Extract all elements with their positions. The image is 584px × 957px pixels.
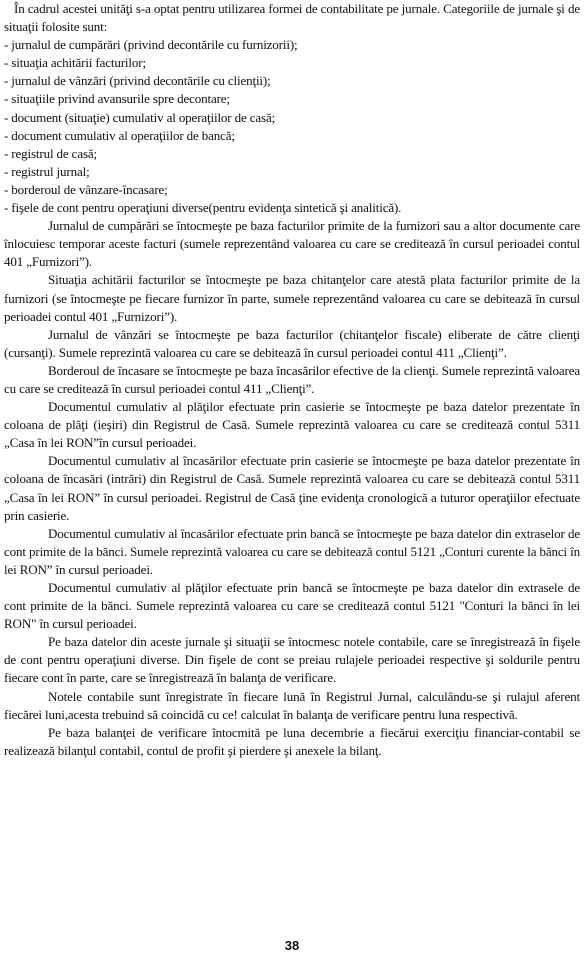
list-item: - registrul jurnal;: [4, 163, 90, 179]
page-body: [4, 0, 580, 760]
paragraph-journal-register: Notele contabile sunt înregistrate în fiecare lună în Registrul Jurnal, calculându-se şi rulajul aferent fiecărei luni,acesta trebuind să coincidă cu ce! calculat în balanţa de verificare pentru luna respectivă.: [4, 688, 580, 722]
paragraph-sales-journal: Jurnalul de vânzări se întocmeşte pe baza facturilor (chitanţelor fiscale) eliberate de către clienţi (cursanţi). Sumele reprezintă valoarea cu care se debitează în cursul perioadei contul 411 „Clienţi”.: [4, 326, 580, 360]
list-item: - jurnalul de cumpărări (privind decontările cu furnizorii);: [4, 37, 298, 53]
paragraph-balance-sheet: Pe baza balanţei de verificare întocmită pe luna decembrie a fiecărui exerciţiu financiar-contabil se realizează bilanţul contabil, contul de profit şi pierdere şi anexele la bilanţ.: [4, 724, 580, 758]
list-item: - document (situaţie) cumulativ al operaţiilor de casă;: [4, 109, 276, 125]
paragraph-purchase-journal: Jurnalul de cumpărări se întocmeşte pe baza facturilor primite de la furnizori sau a altor documente care înlocuiesc temporar aceste facturi (sumele reprezentând valoarea cu care se creditează în cursul perioadei contul 401 „Furnizori”).: [4, 218, 580, 270]
intro-paragraph: În cadrul acestei unităţi s-a optat pentru utilizarea formei de contabilitate pe jurnale. Categoriile de jurnale şi de situaţii folosite sunt:: [4, 1, 580, 35]
list-item: - situaţia achitării facturilor;: [4, 55, 146, 71]
list-item: - registrul de casă;: [4, 145, 97, 161]
paragraph-bank-payments: Documentul cumulativ al plăţilor efectuate prin bancă se întocmeşte pe baza datelor din extrasele de cont primite de la bănci. Sumele reprezintă valoarea cu care se creditează contul 5121 "Conturi la bănci în lei RON" în cursul perioadei.: [4, 580, 580, 632]
page-number: 38: [284, 938, 300, 953]
list-item: - document cumulativ al operaţiilor de bancă;: [4, 127, 235, 143]
paragraph-accounting-notes: Pe baza datelor din aceste jurnale şi situaţii se întocmesc notele contabile, care se înregistrează în fişele de cont pentru operaţiuni diverse. Din fişele de cont se preiau rulajele perioadei respective şi soldurile pentru fiecare cont în parte, care se înregistrează în balanţa de verificare.: [4, 634, 580, 686]
paragraph-cash-payments: Documentul cumulativ al plăţilor efectuate prin casierie se întocmeşte pe baza datelor prezentate în coloana de plăţi (ieşiri) din Registrul de Casă. Sumele reprezintă valoarea cu care se creditează contul 5311 „Casa în lei RON”în cursul perioadei.: [4, 399, 580, 451]
list-item: - situaţiile privind avansurile spre decontare;: [4, 91, 230, 107]
paragraph-collection-slip: Borderoul de încasare se întocmeşte pe baza încasărilor efective de la clienţi. Sumele reprezintă valoarea cu care se creditează în cursul perioadei contul 411 „Clienţi”.: [4, 362, 580, 396]
list-item: - fişele de cont pentru operaţiuni diverse(pentru evidenţa sintetică şi analitică).: [4, 200, 402, 216]
paragraph-cash-receipts: Documentul cumulativ al încasărilor efectuate prin casierie se întocmeşte pe baza datelor prezentate în coloana de încasări (intrări) din Registrul de Casă. Sumele reprezintă valoarea cu care se debitează contul 5311 „Casa în lei RON” în cursul perioadei. Registrul de Casă ţine evidenţa cronologică a tuturor operaţiilor efectuate prin casierie.: [4, 453, 580, 523]
list-item: - jurnalul de vânzări (privind decontările cu clienţii);: [4, 73, 271, 89]
paragraph-invoice-payment: Situaţia achitării facturilor se întocmeşte pe baza chitanţelor care atestă plata facturilor primite de la furnizori (se întocmeşte pe fiecare furnizor în parte, sumele reprezentând valoarea cu care se debitează în cursul perioadei contul 401 „Furnizori”).: [4, 272, 580, 324]
paragraph-bank-receipts: Documentul cumulativ al încasărilor efectuate prin bancă se întocmeşte pe baza datelor din extraselor de cont primite de la bănci. Sumele reprezintă valoarea cu care se debitează contul 5121 „Conturi curente la bănci în lei RON” în cursul perioadei.: [4, 525, 580, 577]
list-item: - borderoul de vânzare-încasare;: [4, 181, 168, 197]
